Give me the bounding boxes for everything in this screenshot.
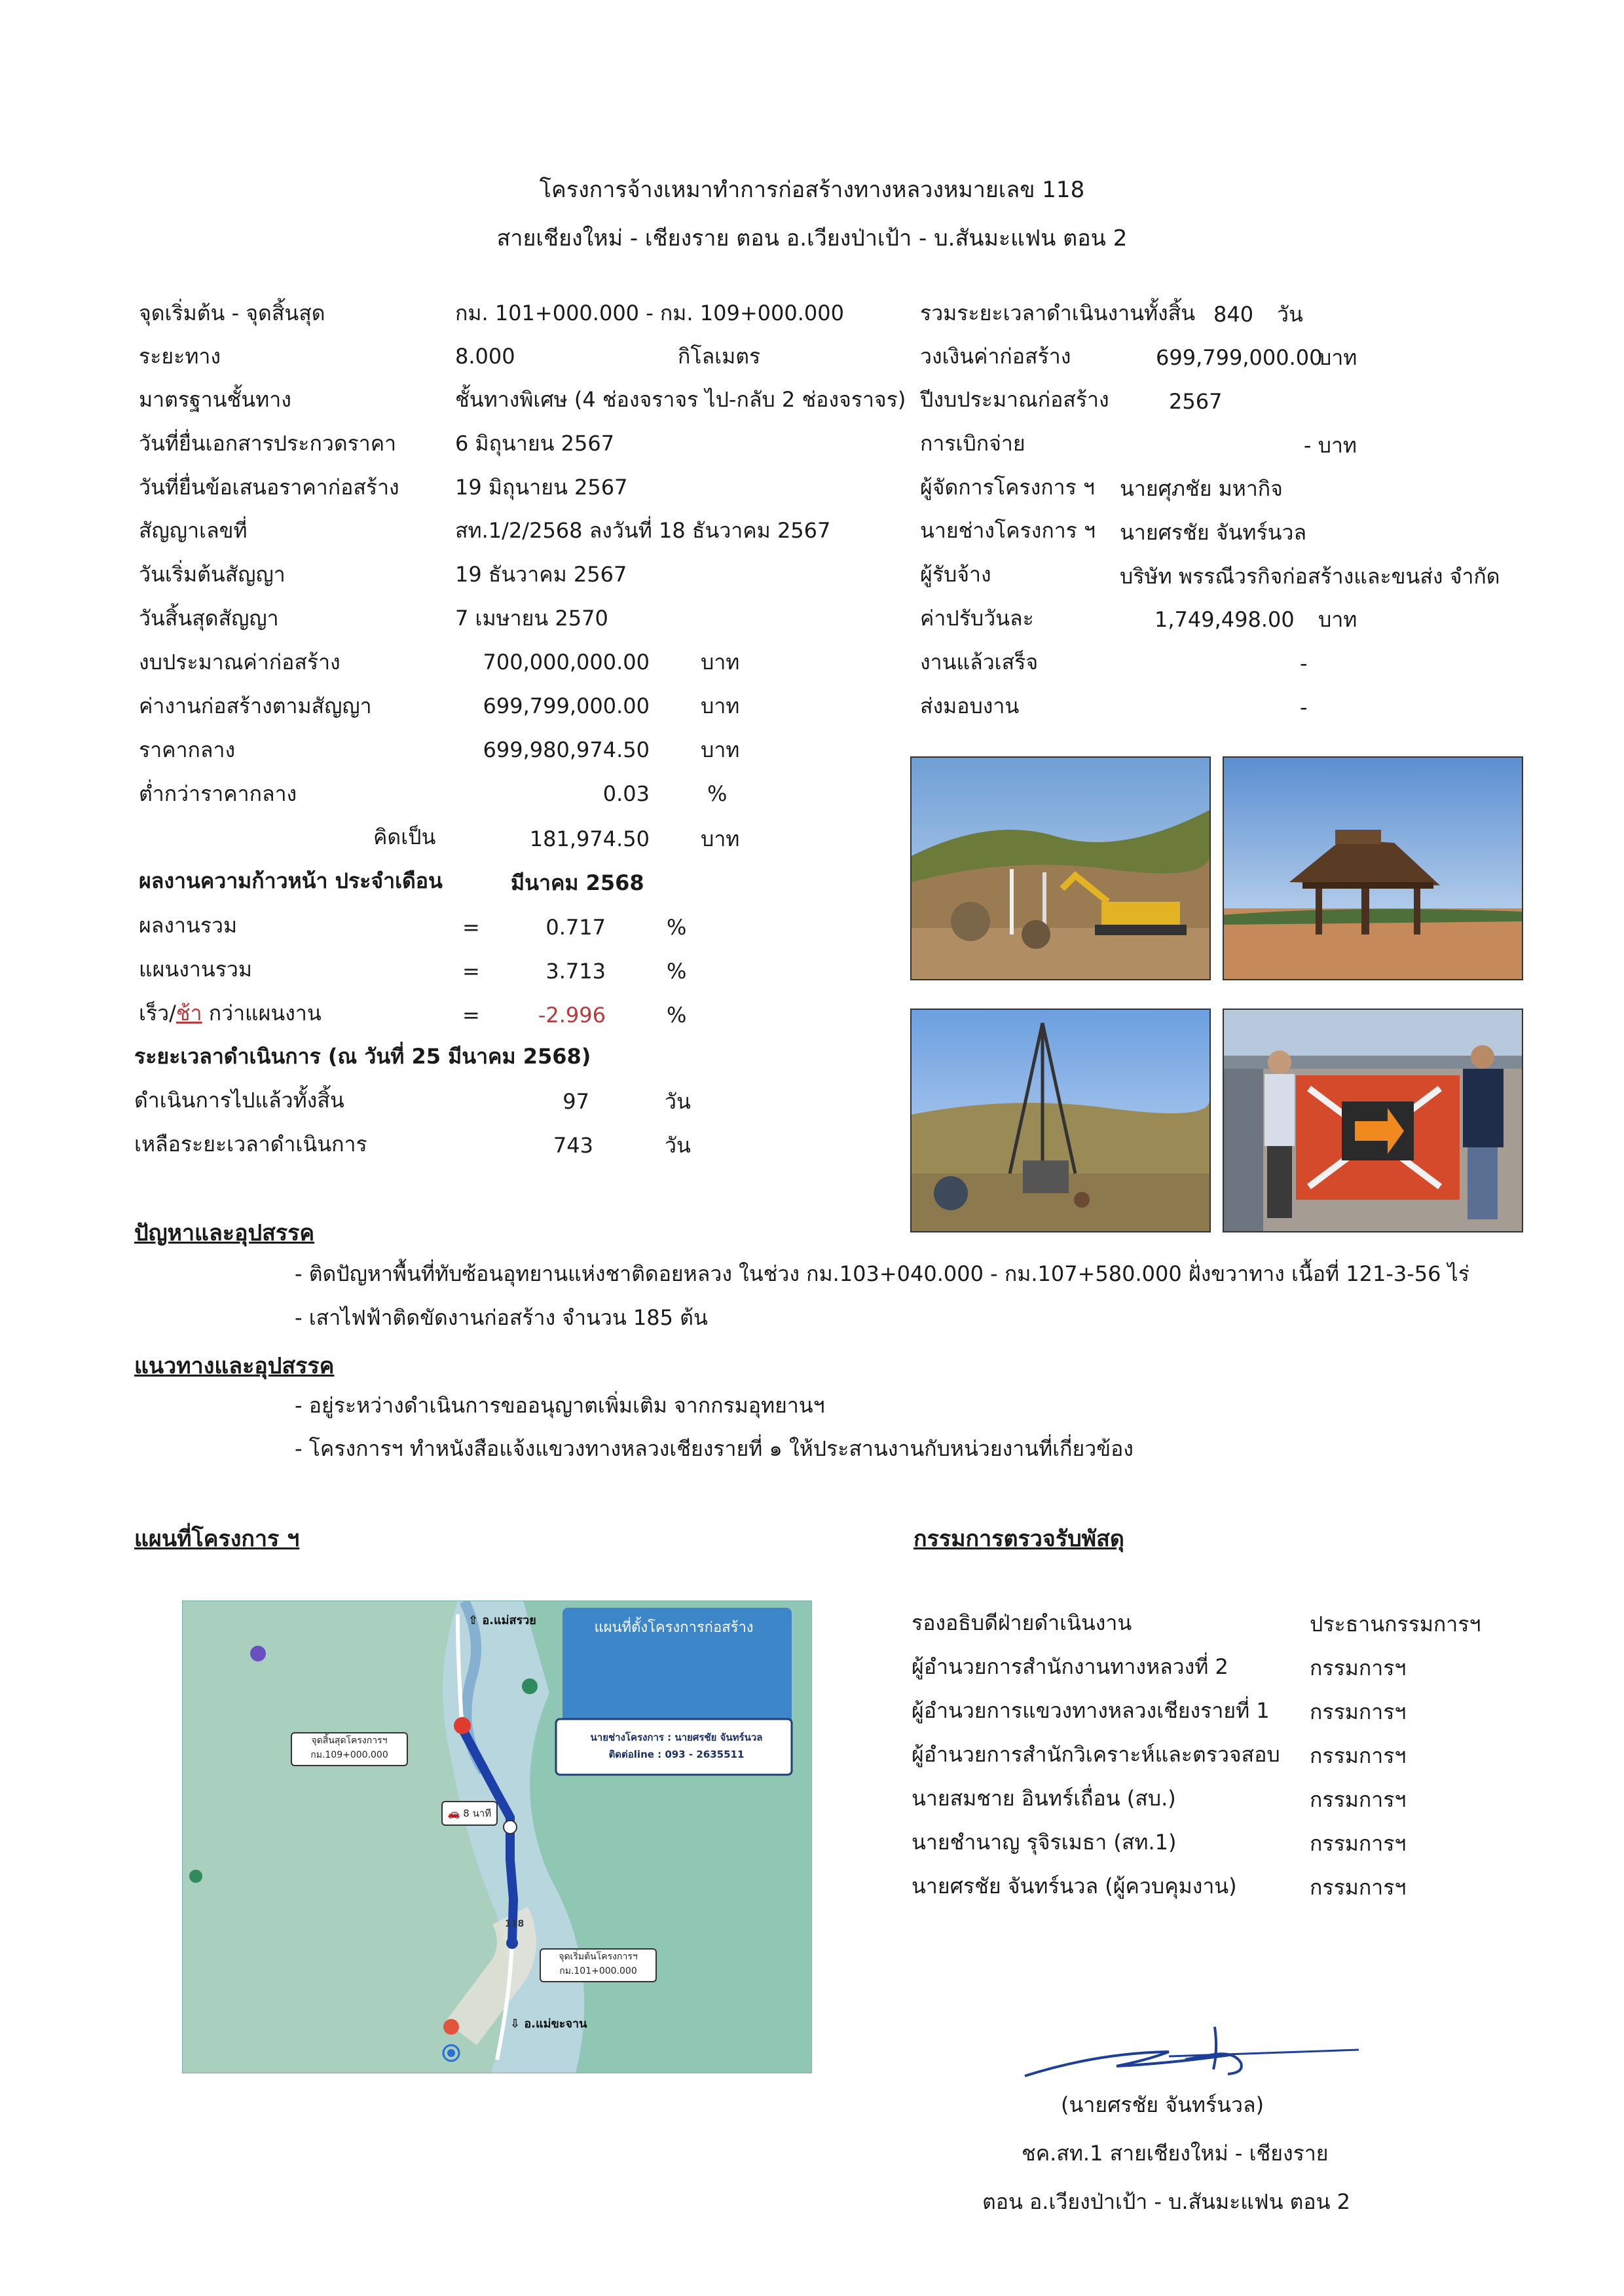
progress-value: 0.717	[545, 915, 606, 940]
map-bottom-town: ⇩ อ.แม่ขะจาน	[510, 2017, 587, 2031]
info-value: -	[1300, 651, 1308, 676]
map-top-town-label: อ.แม่สรวย	[482, 1614, 536, 1627]
budget-unit: บาท	[701, 737, 740, 762]
duration-label: ดำเนินการไปแล้วทั้งสิ้น	[134, 1088, 344, 1113]
signature-position: ชค.สท.1 สายเชียงใหม่ - เชียงราย	[1022, 2141, 1329, 2166]
committee-role: กรรมการฯ	[1310, 1699, 1407, 1724]
budget-label: ราคากลาง	[139, 737, 236, 762]
duration-unit: วัน	[665, 1133, 691, 1158]
info-value: 2567	[1169, 389, 1223, 414]
committee-member: นายศรชัย จันทร์นวล (ผู้ควบคุมงาน)	[912, 1874, 1237, 1898]
signature-section: ตอน อ.เวียงป่าเป้า - บ.สันมะแฟน ตอน 2	[982, 2189, 1351, 2214]
info-value: กม. 101+000.000 - กม. 109+000.000	[455, 301, 844, 325]
info-label: วันเริ่มต้นสัญญา	[139, 562, 286, 587]
progress-label-fast: เร็ว/	[139, 1001, 176, 1026]
budget-label: ค่างานก่อสร้างตามสัญญา	[139, 694, 372, 718]
budget-label: ต่ำกว่าราคากลาง	[139, 781, 297, 806]
committee-role: กรรมการฯ	[1310, 1656, 1407, 1680]
progress-heading: ผลงานความก้าวหน้า ประจำเดือน	[139, 868, 443, 893]
progress-value: -2.996	[538, 1003, 606, 1028]
info-label: ปีงบประมาณก่อสร้าง	[920, 387, 1109, 412]
committee-member: รองอธิบดีฝ่ายดำเนินงาน	[912, 1610, 1132, 1635]
budget-unit: บาท	[701, 826, 740, 851]
info-value: - บาท	[1303, 433, 1357, 458]
map-heading: แผนที่โครงการ ฯ	[134, 1526, 300, 1552]
solution-item: - อยู่ระหว่างดำเนินการขออนุญาตเพิ่มเติม จากกรมอุทยานฯ	[295, 1393, 825, 1418]
budget-label: คิดเป็น	[373, 824, 436, 849]
info-value: ชั้นทางพิเศษ (4 ช่องจราจร ไป-กลับ 2 ช่องจราจร)	[455, 387, 906, 412]
map-contact: นายช่างโครงการ : นายศรชัย จันทร์นวล	[590, 1731, 763, 1743]
info-label: นายช่างโครงการ ฯ	[920, 518, 1096, 543]
budget-label: งบประมาณค่าก่อสร้าง	[139, 650, 341, 675]
committee-heading: กรรมการตรวจรับพัสดุ	[913, 1526, 1124, 1552]
info-value: 699,799,000.00	[1156, 345, 1323, 370]
info-value: -	[1300, 695, 1308, 720]
committee-member: ผู้อำนวยการสำนักงานทางหลวงที่ 2	[912, 1654, 1228, 1679]
committee-role: กรรมการฯ	[1310, 1787, 1407, 1812]
info-label: ผู้รับจ้าง	[920, 562, 991, 587]
budget-unit: %	[707, 781, 728, 806]
signature-name: (นายศรชัย จันทร์นวล)	[1061, 2092, 1264, 2117]
problem-item: - ติดปัญหาพื้นที่ทับซ้อนอุทยานแห่งชาติดอยหลวง ในช่วง กม.103+040.000 - กม.107+580.000 ฝั่งขวาทาง เนื้อที่ 121-3-56 ไร่	[295, 1261, 1469, 1286]
map-route-number: 118	[505, 1919, 525, 1929]
info-label: จุดเริ่มต้น - จุดสิ้นสุด	[139, 301, 325, 325]
info-label: ระยะทาง	[139, 344, 221, 369]
map-bottom-town-label: อ.แม่ขะจาน	[524, 2017, 587, 2031]
budget-value: 181,974.50	[529, 826, 650, 851]
duration-value: 97	[563, 1089, 589, 1114]
duration-value: 743	[553, 1133, 593, 1158]
committee-role: กรรมการฯ	[1310, 1743, 1407, 1768]
budget-unit: บาท	[701, 650, 740, 675]
solutions-heading: แนวทางและอุปสรรค	[134, 1353, 335, 1379]
map-end-point-box	[291, 1732, 408, 1766]
duration-heading: ระยะเวลาดำเนินการ (ณ วันที่ 25 มีนาคม 2568)	[134, 1044, 591, 1069]
info-label: รวมระยะเวลาดำเนินงานทั้งสิ้น	[920, 301, 1196, 325]
committee-role: กรรมการฯ	[1310, 1831, 1407, 1856]
project-map	[182, 1601, 812, 2073]
info-value: บริษัท พรรณีวรกิจก่อสร้างและขนส่ง จำกัด	[1120, 564, 1500, 589]
duration-label: เหลือระยะเวลาดำเนินการ	[134, 1132, 367, 1157]
info-label: ค่าปรับวันละ	[920, 606, 1034, 631]
map-start-point-km: กม.101+000.000	[559, 1966, 637, 1976]
progress-eq: =	[462, 1003, 480, 1028]
info-value: 1,749,498.00	[1154, 607, 1295, 632]
info-label: วันที่ยื่นข้อเสนอราคาก่อสร้าง	[139, 475, 399, 500]
map-phone: ติดต่อline : 093 - 2635511	[608, 1749, 745, 1760]
map-end-point-km: กม.109+000.000	[310, 1750, 388, 1760]
info-label: วันที่ยื่นเอกสารประกวดราคา	[139, 431, 397, 456]
info-label: วันสิ้นสุดสัญญา	[139, 606, 279, 631]
map-travel-time-label: 8 นาที	[463, 1807, 492, 1819]
info-label: ผู้จัดการโครงการ ฯ	[920, 475, 1095, 500]
info-value: 7 เมษายน 2570	[455, 606, 608, 631]
map-travel-time: 🚗 8 นาที	[441, 1801, 498, 1826]
progress-eq: =	[462, 959, 480, 984]
info-label: งานแล้วเสร็จ	[920, 650, 1039, 675]
map-start-point-box	[540, 1948, 657, 1982]
progress-label	[139, 1000, 322, 1026]
problems-heading: ปัญหาและอุปสรรค	[134, 1220, 315, 1246]
committee-member: นายสมชาย อินทร์เถื่อน (สบ.)	[912, 1786, 1176, 1811]
progress-unit: %	[667, 959, 687, 984]
solution-item: - โครงการฯ ทำหนังสือแจ้งแขวงทางหลวงเชียงรายที่ ๑ ให้ประสานงานกับหน่วยงานที่เกี่ยวข้อง	[295, 1436, 1134, 1461]
info-label: สัญญาเลขที่	[139, 518, 248, 543]
committee-member: นายชำนาญ รุจิรเมธา (สท.1)	[912, 1830, 1177, 1855]
info-label: มาตรฐานชั้นทาง	[139, 387, 291, 412]
info-unit: กิโลเมตร	[678, 344, 761, 369]
info-value: นายศุภชัย มหากิจ	[1120, 476, 1283, 501]
info-value: 8.000	[455, 344, 515, 369]
progress-label: แผนงานรวม	[139, 957, 252, 982]
budget-value: 699,980,974.50	[483, 737, 650, 762]
budget-value: 700,000,000.00	[483, 650, 650, 675]
committee-role: ประธานกรรมการฯ	[1310, 1612, 1481, 1637]
site-photo-excavator	[910, 756, 1211, 980]
title-line-1: โครงการจ้างเหมาทำการก่อสร้างทางหลวงหมายเลข 118	[539, 177, 1085, 203]
progress-value: 3.713	[545, 959, 606, 984]
problem-item: - เสาไฟฟ้าติดขัดงานก่อสร้าง จำนวน 185 ต้น	[295, 1305, 708, 1330]
info-value: สท.1/2/2568 ลงวันที่ 18 ธันวาคม 2567	[455, 518, 831, 543]
signature-mark	[1018, 2014, 1365, 2086]
info-value: 19 ธันวาคม 2567	[455, 562, 627, 587]
progress-label: ผลงานรวม	[139, 913, 238, 938]
info-value: 6 มิถุนายน 2567	[455, 431, 615, 456]
progress-eq: =	[462, 915, 480, 940]
committee-role: กรรมการฯ	[1310, 1875, 1407, 1900]
progress-month: มีนาคม 2568	[511, 870, 644, 895]
info-label: การเบิกจ่าย	[920, 431, 1025, 456]
progress-unit: %	[667, 915, 687, 940]
info-label: ส่งมอบงาน	[920, 694, 1020, 718]
info-value: 19 มิถุนายน 2567	[455, 475, 628, 500]
duration-unit: วัน	[665, 1089, 691, 1114]
map-start-point-label: จุดเริ่มต้นโครงการฯ	[559, 1952, 638, 1962]
title-line-2: สายเชียงใหม่ - เชียงราย ตอน อ.เวียงป่าเป้า - บ.สันมะแฟน ตอน 2	[496, 225, 1128, 251]
budget-value: 699,799,000.00	[483, 694, 650, 718]
info-value: นายศรชัย จันทร์นวล	[1120, 520, 1307, 545]
budget-unit: บาท	[701, 694, 740, 718]
committee-member: ผู้อำนวยการแขวงทางหลวงเชียงรายที่ 1	[912, 1698, 1270, 1723]
progress-label-rest: กว่าแผนงาน	[202, 1001, 322, 1026]
info-label: วงเงินค่าก่อสร้าง	[920, 344, 1071, 369]
info-value: 840	[1213, 302, 1254, 327]
site-photo-drilling-rig	[910, 1009, 1211, 1232]
progress-label-slow: ช้า	[175, 1001, 202, 1026]
site-photo-inspection	[1223, 1009, 1523, 1232]
info-unit: บาท	[1318, 607, 1357, 632]
site-photo-shelter	[1223, 756, 1523, 980]
info-unit: วัน	[1277, 302, 1303, 327]
committee-member: ผู้อำนวยการสำนักวิเคราะห์และตรวจสอบ	[912, 1742, 1280, 1767]
info-unit: บาท	[1318, 345, 1357, 370]
progress-unit: %	[667, 1003, 687, 1028]
map-top-town: ⇧ อ.แม่สรวย	[468, 1614, 536, 1627]
map-title: แผนที่ตั้งโครงการก่อสร้าง	[594, 1620, 754, 1636]
budget-value: 0.03	[602, 781, 650, 806]
map-end-point-label: จุดสิ้นสุดโครงการฯ	[311, 1735, 388, 1746]
